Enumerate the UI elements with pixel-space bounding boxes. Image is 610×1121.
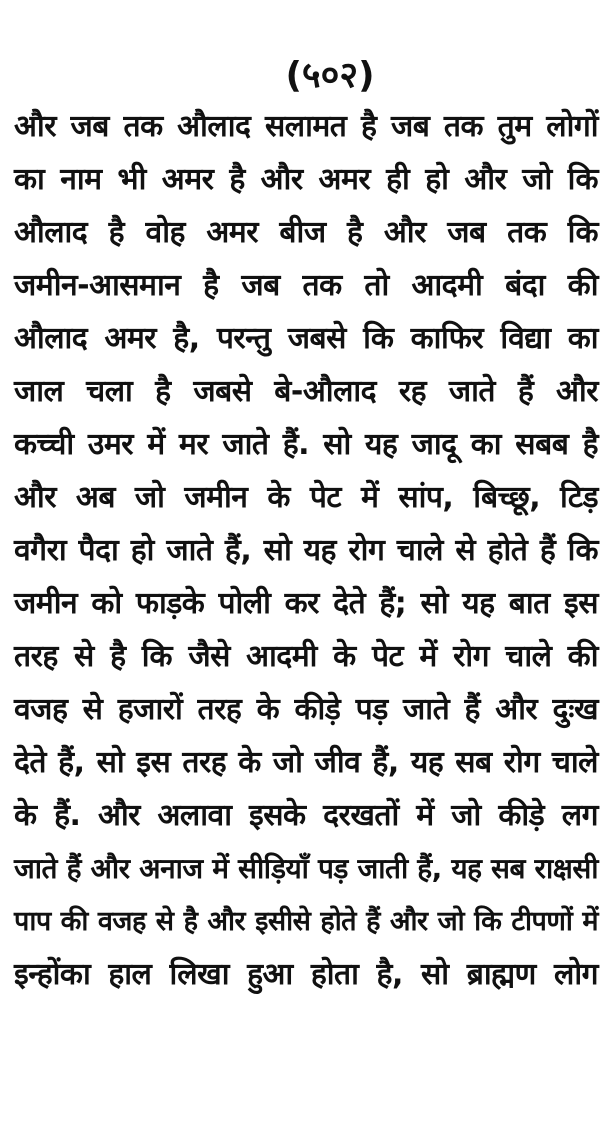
text-line: पाप की वजह से है और इसीसे होते हैं और जो कि टीपणों में	[14, 906, 598, 937]
text-line: और अब जो जमीन के पेट में सांप, बिच्छू, टिड़	[14, 480, 598, 515]
body-text	[14, 100, 598, 1001]
text-line: कच्ची उमर में मर जाते हैं. सो यह जादू का सबब है	[14, 427, 598, 462]
text-line: इन्होंका हाल लिखा हुआ होता है, सो ब्राह्मण लोग	[14, 957, 598, 992]
text-line: वगैरा पैदा हो जाते हैं, सो यह रोग चाले से होते हैं कि	[14, 533, 598, 568]
text-line: जाल चला है जबसे बे-औलाद रह जाते हैं और	[14, 374, 598, 409]
text-line: जाते हैं और अनाज में सीड़ियाँ पड़ जाती हैं, यह सब राक्षसी	[14, 852, 598, 885]
text-line: जमीन को फाड़के पोली कर देते हैं; सो यह बात इस	[14, 586, 598, 621]
page-number: (५०२)	[285, 55, 375, 96]
text-line: देते हैं, सो इस तरह के जो जीव हैं, यह सब रोग चाले	[14, 745, 598, 780]
text-line: का नाम भी अमर है और अमर ही हो और जो कि	[14, 162, 598, 197]
text-line: वजह से हजारों तरह के कीड़े पड़ जाते हैं और दुःख	[14, 692, 598, 727]
text-line: जमीन-आसमान है जब तक तो आदमी बंदा की	[14, 268, 598, 303]
text-line: तरह से है कि जैसे आदमी के पेट में रोग चाले की	[14, 639, 598, 674]
text-line: औलाद अमर है, परन्तु जबसे कि काफिर विद्या का	[14, 321, 598, 356]
text-line: के हैं. और अलावा इसके दरखतों में जो कीड़े लग	[14, 798, 598, 833]
text-line: और जब तक औलाद सलामत है जब तक तुम लोगों	[14, 109, 598, 144]
text-line: औलाद है वोह अमर बीज है और जब तक कि	[14, 215, 598, 250]
